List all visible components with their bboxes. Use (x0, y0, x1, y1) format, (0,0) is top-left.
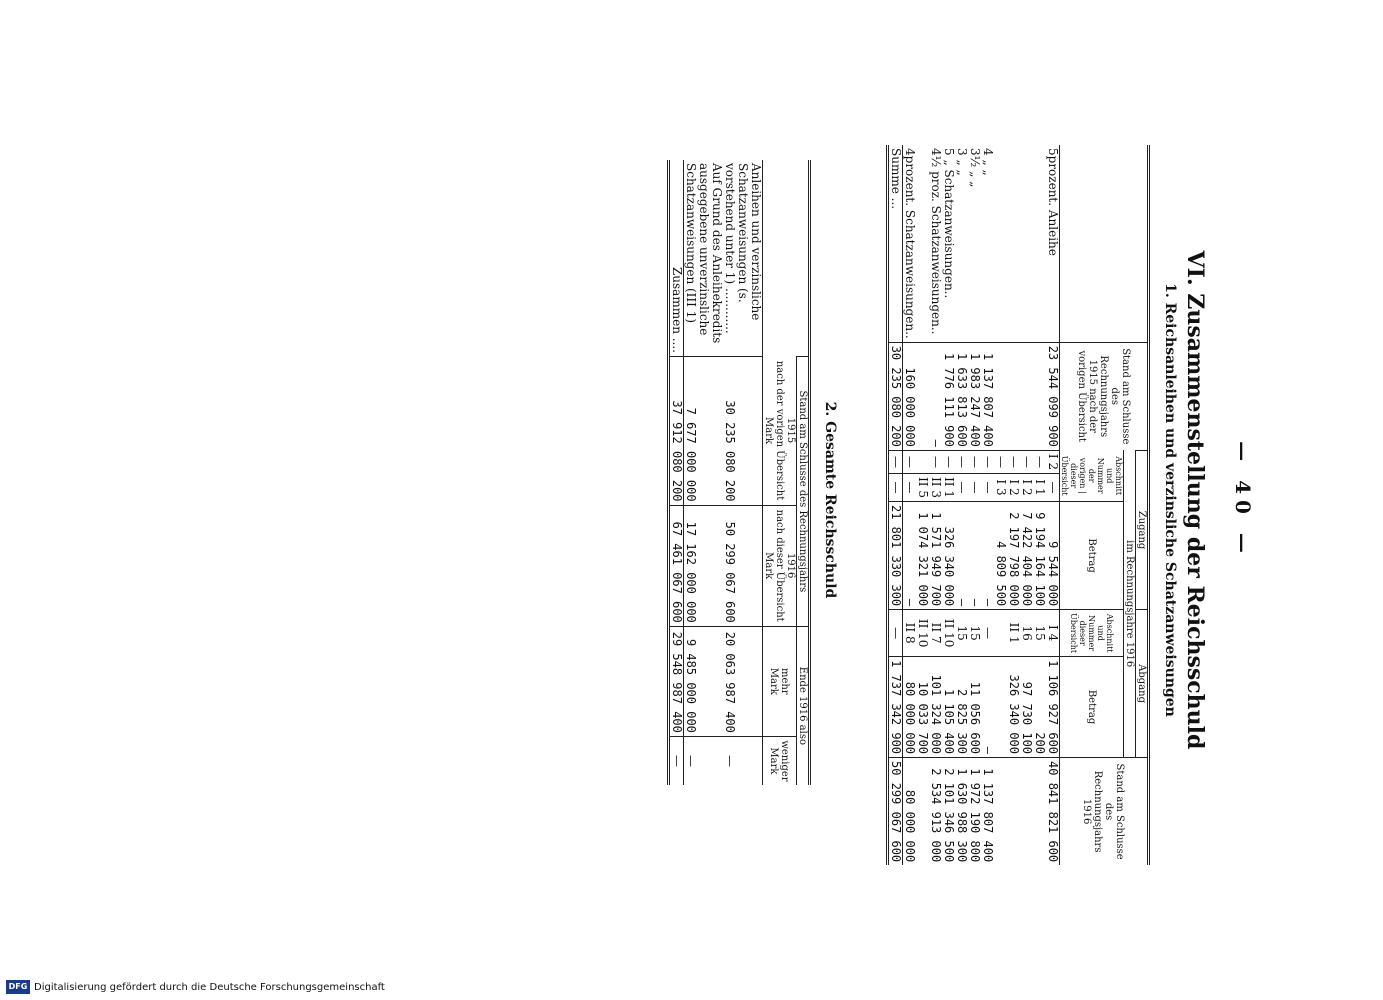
stand-1916-cell: 1 972 190 800 (968, 758, 981, 866)
unit-mark: Mark (763, 552, 774, 580)
total-zugang: 21 801 330 300 (888, 502, 903, 610)
header-stand-1916: Stand am Schlusse des Rechnungsjahrs 1916 (1060, 758, 1149, 866)
total-stand-1915: 30 235 080 200 (888, 342, 903, 450)
abschnitt-this-cell: I 1 (1033, 474, 1046, 502)
header-betrag: Betrag (1060, 502, 1124, 610)
table-reichsanleihen (886, 145, 1150, 865)
stand-1916-cell: 80 000 000 (903, 758, 917, 866)
abschnitt-this-cell: — (903, 474, 917, 502)
abgang-abschnitt-cell: II 1 (1007, 610, 1020, 657)
stand-1916-cell (1020, 758, 1033, 866)
abschnitt-this-cell: — (1046, 474, 1060, 502)
table-row (1020, 145, 1033, 865)
value-1916-cell: 17 162 000 000 (684, 505, 724, 626)
abschnitt-prev-cell: — (929, 450, 942, 473)
stand-1916-cell (1033, 758, 1046, 866)
unit-mark: Mark (768, 747, 780, 775)
abgang-betrag-cell: 1 105 400 (942, 657, 955, 758)
stand-1915-cell (1007, 342, 1020, 450)
abschnitt-this-cell: — (981, 474, 994, 502)
row-label: Auf Grund des Anleihekredits ausgegebene unverzinsliche Schatzanweisungen (III 1) (684, 163, 724, 344)
table-row (981, 145, 994, 865)
header-stand: Stand am Schlusse des Rechnungsjahrs (797, 357, 810, 627)
abschnitt-prev-cell: I 2 (1046, 450, 1060, 473)
abschnitt-prev-cell: — (1020, 450, 1033, 473)
abschnitt-prev-cell: — (903, 450, 917, 473)
year-1916-sub: nach dieser Übersicht (774, 509, 785, 622)
abgang-abschnitt-cell: 15 (955, 610, 968, 657)
table-row (1033, 145, 1046, 865)
stand-1915-cell: 160 000 000 (903, 342, 917, 450)
header-ende: Ende 1916 also (797, 626, 810, 785)
row-label: 4½ proz. Schatzanweisungen.. (929, 148, 943, 335)
table-header-row (1136, 145, 1149, 865)
stand-1916-cell: 1 630 988 300 (955, 758, 968, 866)
stand-1915-cell: — (929, 342, 942, 450)
value-1916-cell: 50 299 067 600 (723, 505, 763, 626)
abschnitt-this-cell: II 1 (942, 474, 955, 502)
zugang-betrag-cell: 9 544 000 (1046, 502, 1060, 610)
table-row (903, 145, 917, 865)
zugang-betrag-cell: 4 809 500 (994, 502, 1007, 610)
stand-1915-cell (916, 342, 929, 450)
zugang-betrag-cell: — (955, 502, 968, 610)
abgang-abschnitt-cell (994, 610, 1007, 657)
unit-mark: Mark (768, 667, 780, 695)
footer-note: Digitalisierung gefördert durch die Deutsche Forschungsgemeinschaft (34, 982, 385, 993)
total-1915: 37 912 080 200 (669, 357, 684, 506)
header-abschnitt-abgang: Abschnitt und Nummer dieser Übersicht (1060, 610, 1124, 657)
header-betrag-abgang: Betrag (1060, 657, 1124, 758)
abschnitt-this-cell: — (955, 474, 968, 502)
row-label: 5 „ Schatzanweisungen.. (942, 148, 956, 299)
abgang-abschnitt-cell: II 10 (916, 610, 929, 657)
weniger-cell: — (684, 736, 724, 785)
zugang-betrag-cell: — (981, 502, 994, 610)
total-abgang: 1 737 342 900 (888, 657, 903, 758)
zugang-betrag-cell: — (903, 502, 917, 610)
header-cell (1060, 145, 1149, 342)
stand-1915-cell (994, 342, 1007, 450)
total-this: — (888, 474, 903, 502)
abgang-abschnitt-cell: 15 (968, 610, 981, 657)
abgang-betrag-cell: 1 106 927 600 (1046, 657, 1060, 758)
dfg-logo: DFG (6, 980, 30, 994)
stand-1916-cell: 2 534 913 000 (929, 758, 942, 866)
abgang-betrag-cell: 11 056 600 (968, 657, 981, 758)
zugang-betrag-cell: 1 571 949 700 (929, 502, 942, 610)
header-mehr (763, 626, 797, 736)
weniger-cell: — (723, 736, 763, 785)
year-1916: 1916 (785, 552, 796, 579)
header-zugang: Zugang (1136, 450, 1149, 609)
total-1916: 67 461 067 600 (669, 505, 684, 626)
abgang-betrag-cell: 326 340 000 (1007, 657, 1020, 758)
abschnitt-prev-cell: — (994, 450, 1007, 473)
header-stand-1915: Stand am Schlusse des Rechnungsjahrs 1915 nach der vorigen Übersicht (1060, 342, 1149, 450)
table-row (994, 145, 1007, 865)
mehr-cell: 20 063 987 400 (723, 626, 763, 736)
value-1915-cell: 7 677 000 000 (684, 357, 724, 506)
header-cell (763, 160, 810, 357)
stand-1916-cell (1007, 758, 1020, 866)
abschnitt-this-cell: I 2 (1007, 474, 1020, 502)
stand-1915-cell: 23 544 099 900 (1046, 342, 1060, 450)
section-title: VI. Zusammenstellung der Reichsschuld (1182, 250, 1208, 750)
value-1915-cell: 30 235 080 200 (723, 357, 763, 506)
abschnitt-prev-cell (916, 450, 929, 473)
page-number: — 40 — (1231, 441, 1255, 559)
table-row (1007, 145, 1020, 865)
abgang-abschnitt-cell: 16 (1020, 610, 1033, 657)
abschnitt-this-cell: II 3 (929, 474, 942, 502)
row-label (1020, 145, 1033, 342)
abgang-abschnitt-cell: 15 (1033, 610, 1046, 657)
header-weniger (763, 736, 797, 785)
row-label: Anleihen und verzinsliche Schatzanweisungen (s. vorstehend unter 1) ............ (723, 163, 763, 334)
total-label: Zusammen .... (669, 160, 684, 357)
zugang-betrag-cell: 326 340 000 (942, 502, 955, 610)
table-row (684, 160, 724, 785)
header-abschnitt: Abschnitt und Nummer der vorigen | dieser Übersicht (1060, 450, 1124, 501)
row-label: 4 „ „ (981, 148, 995, 176)
total-stand-1916: 50 299 067 600 (888, 758, 903, 866)
abgang-betrag-cell: 2 825 300 (955, 657, 968, 758)
abschnitt-this-cell: II 5 (916, 474, 929, 502)
table-row (929, 145, 942, 865)
abgang-betrag-cell: 80 000 000 (903, 657, 917, 758)
abschnitt-prev-cell: — (955, 450, 968, 473)
stand-1915-cell: 1 776 111 900 (942, 342, 955, 450)
subsection-1-title: 1. Reichsanleihen und verzinsliche Schatzanweisungen (1162, 283, 1178, 717)
stand-1916-cell (916, 758, 929, 866)
stand-1915-cell: 1 983 247 400 (968, 342, 981, 450)
stand-1916-cell: 40 841 821 600 (1046, 758, 1060, 866)
stand-1916-cell: 2 101 346 500 (942, 758, 955, 866)
unit-mark: Mark (763, 417, 774, 445)
abgang-abschnitt-cell: I 4 (1046, 610, 1060, 657)
row-label (1033, 145, 1046, 342)
abgang-betrag-cell: 101 324 000 (929, 657, 942, 758)
row-label: 5prozent. Anleihe (1046, 148, 1060, 256)
stand-1915-cell (1020, 342, 1033, 450)
table-row (968, 145, 981, 865)
abschnitt-this-cell: I 3 (994, 474, 1007, 502)
table-row (723, 160, 763, 785)
row-label: 3 „ „ (955, 148, 969, 176)
abgang-abschnitt-cell: II 10 (942, 610, 955, 657)
abschnitt-prev-cell: — (1033, 450, 1046, 473)
abgang-betrag-cell: — (981, 657, 994, 758)
zugang-betrag-cell: 1 074 321 000 (916, 502, 929, 610)
abschnitt-prev-cell: — (942, 450, 955, 473)
abschnitt-this-cell: — (968, 474, 981, 502)
table-total-row (669, 160, 684, 785)
row-label: 3½ „ „ (968, 148, 982, 188)
abschnitt-prev-cell: — (1007, 450, 1020, 473)
abgang-betrag-cell: 97 730 100 (1020, 657, 1033, 758)
table-row (942, 145, 955, 865)
abgang-abschnitt-cell: II 8 (903, 610, 917, 657)
table-header-row (797, 160, 810, 785)
stand-1915-cell: 1 633 813 600 (955, 342, 968, 450)
abgang-betrag-cell: 10 033 700 (916, 657, 929, 758)
mehr-label: mehr (779, 668, 791, 695)
header-abgang: Abgang (1136, 610, 1149, 758)
year-1915-sub: nach der vorigen Übersicht (774, 360, 785, 501)
abschnitt-prev-cell: — (968, 450, 981, 473)
total-label: Summe ... (888, 145, 903, 342)
table-gesamte-reichsschuld (667, 160, 811, 785)
stand-1915-cell (1033, 342, 1046, 450)
abgang-betrag-cell: 200 (1033, 657, 1046, 758)
stand-1915-cell: 1 137 807 400 (981, 342, 994, 450)
header-1915 (763, 357, 797, 506)
abgang-abschnitt-cell: II 7 (929, 610, 942, 657)
total-weniger: — (669, 736, 684, 785)
stand-1916-cell (994, 758, 1007, 866)
table-row (1046, 145, 1060, 865)
zugang-betrag-cell: 9 194 164 100 (1033, 502, 1046, 610)
table-total-row (888, 145, 903, 865)
row-label (916, 145, 929, 342)
header-rechnungsjahr: im Rechnungsjahre 1916 (1124, 450, 1136, 757)
year-1915: 1915 (785, 417, 796, 444)
zugang-betrag-cell: 7 422 404 000 (1020, 502, 1033, 610)
abschnitt-prev-cell: — (981, 450, 994, 473)
header-1916 (763, 505, 797, 626)
table-row (955, 145, 968, 865)
table-row (916, 145, 929, 865)
zugang-betrag-cell: — (968, 502, 981, 610)
total-mehr: 29 548 987 400 (669, 626, 684, 736)
zugang-betrag-cell: 2 197 798 000 (1007, 502, 1020, 610)
weniger-label: weniger (779, 740, 791, 782)
row-label: 4prozent. Schatzanweisungen.. (903, 148, 917, 339)
total-prev: — (888, 450, 903, 473)
mehr-cell: 9 485 000 000 (684, 626, 724, 736)
abschnitt-this-cell: I 2 (1020, 474, 1033, 502)
subsection-2-title: 2. Gesamte Reichsschuld (822, 401, 838, 599)
abgang-abschnitt-cell: — (981, 610, 994, 657)
row-label (994, 145, 1007, 342)
total-ab: — (888, 610, 903, 657)
abgang-betrag-cell (994, 657, 1007, 758)
stand-1916-cell: 1 137 807 400 (981, 758, 994, 866)
row-label (1007, 145, 1020, 342)
